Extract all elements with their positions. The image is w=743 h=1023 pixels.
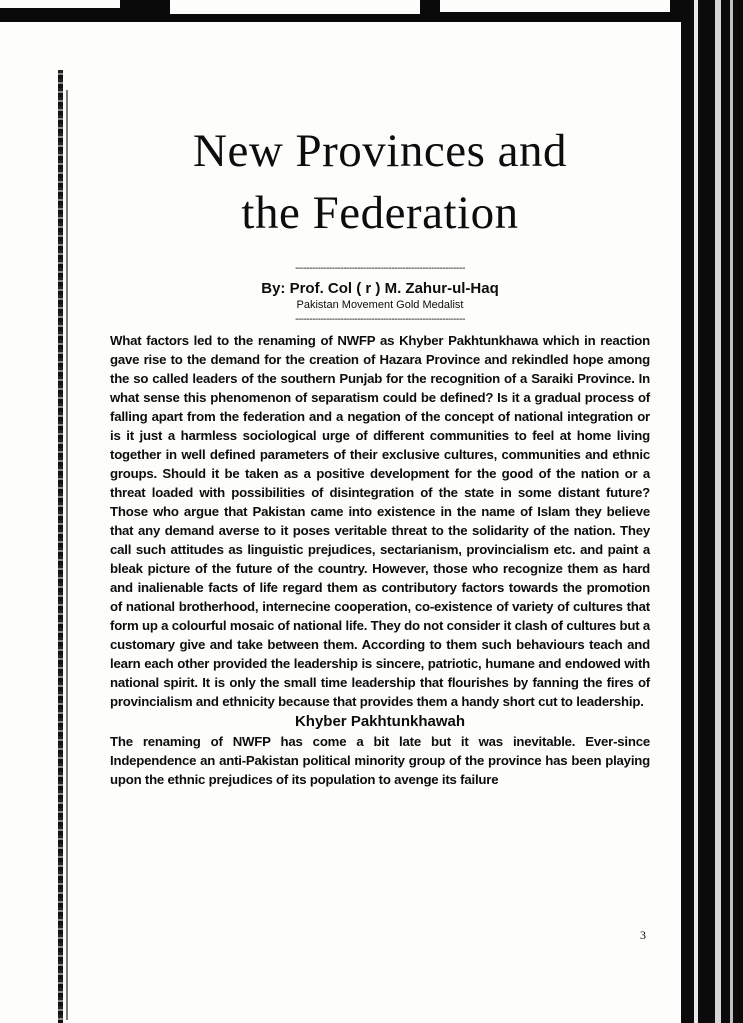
scan-right-stripe	[694, 0, 698, 1023]
scan-left-binding-edge	[58, 70, 63, 1023]
scan-right-stripe	[730, 0, 733, 1023]
scan-right-border	[681, 0, 743, 1023]
scan-artifact	[440, 0, 670, 12]
title-line-1: New Provinces and	[193, 125, 567, 177]
section-paragraph: The renaming of NWFP has come a bit late but it was inevitable. Ever-since Independence an anti-Pakistan political minority group of the province has been playing upon the ethnic prejudices of its population to avenge its failure	[110, 734, 650, 787]
scan-right-stripe	[715, 0, 721, 1023]
article-page	[110, 120, 650, 802]
title-line-2: the Federation	[241, 187, 519, 239]
scan-left-binding-line	[66, 90, 68, 1020]
scan-artifact	[170, 0, 420, 14]
divider-bottom: ------------------------------------------------------------	[295, 315, 465, 325]
author-byline: By: Prof. Col ( r ) M. Zahur-ul-Haq	[261, 280, 499, 297]
page-number: 3	[640, 928, 646, 942]
intro-paragraph: What factors led to the renaming of NWFP as Khyber Pakhtunkhawa which in reaction gave rise to the demand for the creation of Hazara Province and rekindled hope among the so called leaders of the southern Punjab for the recognition of a Saraiki Province. In what sense this phenomenon of separatism could be defined? Is it a gradual process of falling apart from the federation and a negation of the concept of national integration or is it just a harmless sociological urge of different communities to feel at home living together in well defined parameters of their exclusive cultures, communities and ethnic groups. Should it be taken as a positive development for the good of the nation or a threat loaded with possibilities of disintegration of the state in some distant future? Those who argue that Pakistan came into existence in the name of Islam they believe that any demand averse to it poses veritable threat to the solidarity of the nation. They call such attitudes as linguistic prejudices, sectarianism, provincialism etc. and paint a bleak picture of the future of the country. However, those who recognize them as hard and inalienable facts of life regard them as contributory factors towards the promotion of national brotherhood, internecine cooperation, co-existence of variety of cultures that form up a colourful mosaic of national life. They do not consider it clash of cultures but a customary give and take between them. According to them such behaviours teach and learn each other provided the leadership is sincere, patriotic, humane and endowed with national spirit. It is only the small time leadership that flourishes by fanning the fires of provincialism and ethnicity because that provides them a handy short cut to leadership.	[110, 333, 650, 709]
author-credential: Pakistan Movement Gold Medalist	[296, 299, 464, 311]
article-title	[110, 120, 650, 244]
section-heading: Khyber Pakhtunkhawah	[294, 713, 466, 730]
divider-top: ------------------------------------------------------------	[295, 264, 465, 274]
scan-artifact	[0, 0, 120, 8]
